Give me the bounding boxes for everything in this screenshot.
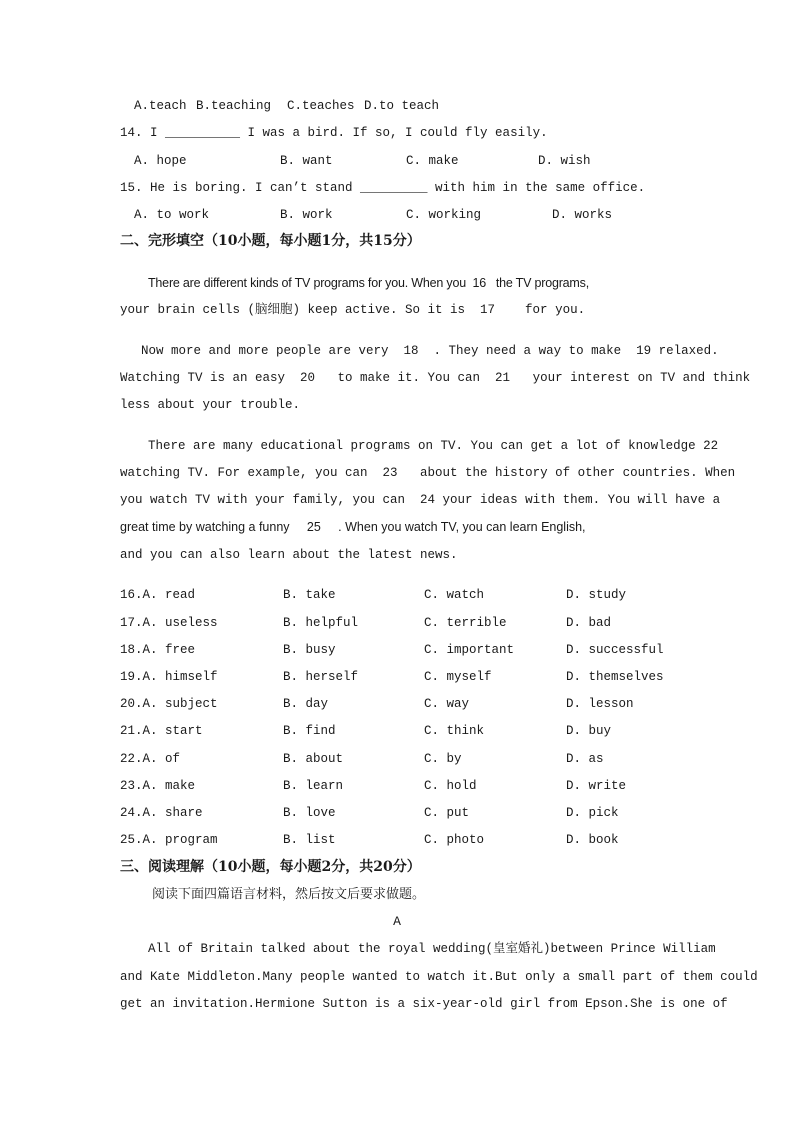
option-a: 16.A. read <box>120 588 196 602</box>
option-d: D. study <box>566 588 627 602</box>
option-c: C. hold <box>424 779 477 793</box>
q15-option-d: D. works <box>552 208 613 222</box>
option-b: B. about <box>283 752 344 766</box>
option-c: C. by <box>424 752 462 766</box>
option-d: D. buy <box>566 724 612 738</box>
q13-option-d: D.to teach <box>364 99 440 113</box>
section3-heading: 三、阅读理解（10小题，每小题2分，共20分） <box>120 859 421 875</box>
cloze-option-row <box>120 696 680 712</box>
option-c: C. myself <box>424 670 492 684</box>
passage-line1: All of Britain talked about the royal wedding(皇室婚礼)between Prince William <box>148 942 716 956</box>
option-a: 21.A. start <box>120 724 203 738</box>
option-b: B. busy <box>283 643 336 657</box>
q14-option-b: B. want <box>280 154 333 168</box>
q13-options <box>120 98 680 114</box>
option-d: D. pick <box>566 806 619 820</box>
q15-question: 15. He is boring. I can’t stand _________ with him in the same office. <box>120 181 646 195</box>
cloze-option-row <box>120 587 680 603</box>
cloze-option-row <box>120 669 680 685</box>
section2-heading: 二、完形填空（10小题，每小题1分，共15分） <box>120 233 421 249</box>
option-a: 20.A. subject <box>120 697 218 711</box>
option-a: 23.A. make <box>120 779 196 793</box>
option-a: 22.A. of <box>120 752 181 766</box>
q14-option-c: C. make <box>406 154 459 168</box>
option-a: 17.A. useless <box>120 616 218 630</box>
option-c: C. put <box>424 806 470 820</box>
cloze-option-row <box>120 751 680 767</box>
option-d: D. successful <box>566 643 664 657</box>
option-d: D. lesson <box>566 697 634 711</box>
option-c: C. think <box>424 724 485 738</box>
option-b: B. helpful <box>283 616 359 630</box>
cloze-p3-line5: and you can also learn about the latest news. <box>120 548 458 562</box>
q14-options <box>120 153 680 169</box>
option-b: B. find <box>283 724 336 738</box>
cloze-option-row <box>120 723 680 739</box>
cloze-p3-line1: There are many educational programs on TV. You can get a lot of knowledge 22 <box>148 439 719 453</box>
q13-option-b: B.teaching <box>196 99 272 113</box>
q14-option-a: A. hope <box>134 154 187 168</box>
option-c: C. important <box>424 643 515 657</box>
option-a: 19.A. himself <box>120 670 218 684</box>
option-d: D. write <box>566 779 627 793</box>
q15-options <box>120 207 680 223</box>
q14-question: 14. I __________ I was a bird. If so, I could fly easily. <box>120 126 548 140</box>
option-a: 24.A. share <box>120 806 203 820</box>
option-c: C. way <box>424 697 470 711</box>
cloze-p3-line4: great time by watching a funny 25 . When you watch TV, you can learn English, <box>120 520 586 534</box>
option-c: C. terrible <box>424 616 507 630</box>
passage-line2: and Kate Middleton.Many people wanted to watch it.But only a small part of them could <box>120 970 758 984</box>
option-d: D. as <box>566 752 604 766</box>
q13-option-c: C.teaches <box>287 99 355 113</box>
q14-option-d: D. wish <box>538 154 591 168</box>
cloze-p3-line3: you watch TV with your family, you can 24 your ideas with them. You will have a <box>120 493 721 507</box>
cloze-option-row <box>120 832 680 848</box>
passage-label: A <box>393 914 401 929</box>
q15-option-b: B. work <box>280 208 333 222</box>
option-b: B. learn <box>283 779 344 793</box>
option-b: B. list <box>283 833 336 847</box>
cloze-p2-line3: less about your trouble. <box>120 398 301 412</box>
section3-instruction: 阅读下面四篇语言材料，然后按文后要求做题。 <box>152 887 426 902</box>
cloze-p3-line2: watching TV. For example, you can 23 about the history of other countries. When <box>120 466 736 480</box>
cloze-p2-line1: Now more and more people are very 18 . They need a way to make 19 relaxed. <box>141 344 719 358</box>
option-c: C. watch <box>424 588 485 602</box>
option-a: 18.A. free <box>120 643 196 657</box>
option-b: B. love <box>283 806 336 820</box>
q15-option-a: A. to work <box>134 208 210 222</box>
option-d: D. book <box>566 833 619 847</box>
q15-option-c: C. working <box>406 208 482 222</box>
cloze-option-row <box>120 615 680 631</box>
cloze-p1-line2: your brain cells (脑细胞) keep active. So it is 17 for you. <box>120 303 586 317</box>
q13-option-a: A.teach <box>134 99 187 113</box>
cloze-p2-line2: Watching TV is an easy 20 to make it. You can 21 your interest on TV and think <box>120 371 751 385</box>
option-b: B. take <box>283 588 336 602</box>
cloze-option-row <box>120 805 680 821</box>
cloze-option-row <box>120 642 680 658</box>
option-b: B. herself <box>283 670 359 684</box>
option-b: B. day <box>283 697 329 711</box>
cloze-p1-line1: There are different kinds of TV programs for you. When you 16 the TV programs, <box>148 276 589 290</box>
option-d: D. bad <box>566 616 612 630</box>
option-c: C. photo <box>424 833 485 847</box>
option-a: 25.A. program <box>120 833 218 847</box>
option-d: D. themselves <box>566 670 664 684</box>
passage-line3: get an invitation.Hermione Sutton is a six-year-old girl from Epson.She is one of <box>120 997 728 1011</box>
cloze-option-row <box>120 778 680 794</box>
